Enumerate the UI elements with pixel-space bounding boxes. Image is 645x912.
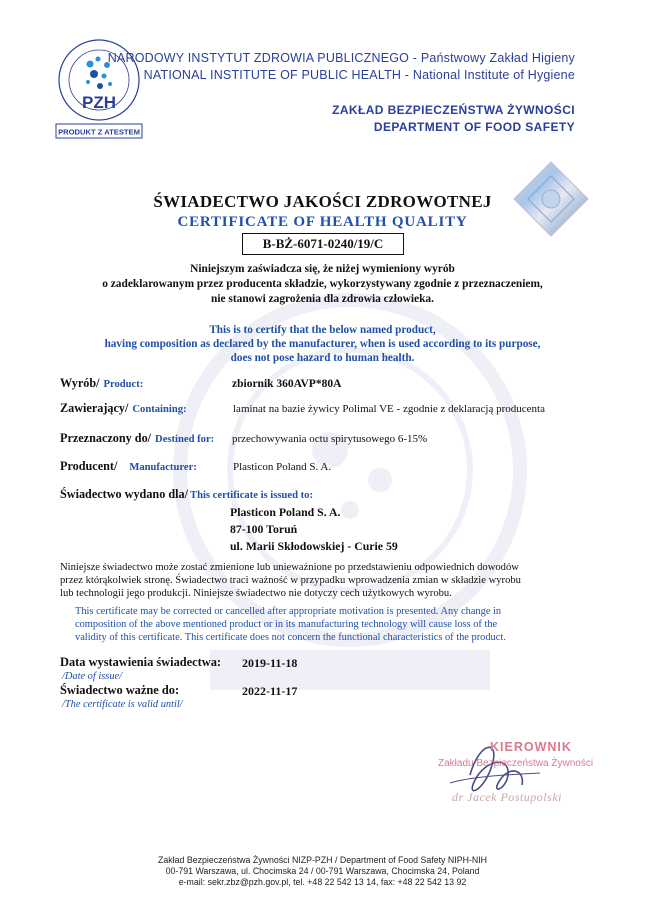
destined-label-en: Destined for: (155, 434, 215, 445)
note-en-line-3: validity of this certificate. This certificate does not concern the functional characteristics of the product. (75, 632, 506, 643)
stamp-signer-name: dr Jacek Postupolski (452, 790, 562, 804)
destined-value: przechowywania octu spirytusowego 6-15% (232, 433, 428, 445)
issued-to-line-3: ul. Marii Skłodowskiej - Curie 59 (230, 539, 398, 553)
intro-pl-line-2: o zadeklarowanym przez producenta składzie, wykorzystywany zgodnie z przeznaczeniem, (102, 278, 543, 290)
destined-label-pl: Przeznaczony do/ (60, 431, 152, 445)
note-pl-line-2: przez którąkolwiek stronę. Świadectwo traci ważność w przypadku wprowadzenia zmian w składzie wyrobu (60, 575, 521, 586)
valid-until-label-en: /The certificate is valid until/ (62, 699, 183, 710)
note-en-line-1: This certificate may be corrected or cancelled after appropriate motivation is presented. Any change in (75, 606, 502, 617)
issued-to-line-1: Plasticon Poland S. A. (230, 505, 341, 519)
issued-to-label-en: This certificate is issued to: (190, 490, 313, 501)
containing-label (60, 401, 187, 416)
manufacturer-value: Plasticon Poland S. A. (233, 461, 332, 473)
footer-line-3: e-mail: sekr.zbz@pzh.gov.pl, tel. +48 22 542 13 14, fax: +48 22 542 13 92 (178, 877, 467, 887)
valid-until-value: 2022-11-17 (242, 684, 298, 698)
containing-label-pl: Zawierający/ (60, 401, 129, 415)
certificate-title-pl: ŚWIADECTWO JAKOŚCI ZDROWOTNEJ (153, 192, 492, 211)
product-label-en: Product: (103, 379, 144, 390)
manufacturer-label-pl: Producent/ (60, 459, 118, 473)
stamp-title: KIEROWNIK (490, 740, 572, 754)
org-name-pl: NARODOWY INSTYTUT ZDROWIA PUBLICZNEGO - Państwowy Zakład Higieny (107, 51, 575, 65)
stamp-department: Zakładu Bezpieczeństwa Żywności (438, 758, 594, 769)
issued-to-line-2: 87-100 Toruń (230, 522, 298, 536)
issued-to-label (60, 487, 313, 502)
product-label-pl: Wyrób/ (60, 376, 100, 390)
manufacturer-label (60, 459, 197, 474)
org-name-en: NATIONAL INSTITUTE OF PUBLIC HEALTH - National Institute of Hygiene (143, 68, 575, 82)
issue-date-label-en: /Date of issue/ (62, 671, 123, 682)
department-pl: ZAKŁAD BEZPIECZEŃSTWA ŻYWNOŚCI (332, 103, 575, 117)
issued-to-label-pl: Świadectwo wydano dla/ (60, 487, 188, 501)
issue-date-label: Data wystawienia świadectwa: (60, 655, 222, 669)
intro-pl-line-1: Niniejszym zaświadcza się, że niżej wymieniony wyrób (190, 263, 455, 275)
certificate-title-en: CERTIFICATE OF HEALTH QUALITY (177, 214, 468, 230)
logo-badge-text: PRODUKT Z ATESTEM (58, 127, 140, 137)
note-pl-line-3: lub technologii jego produkcji. Niniejsze świadectwo nie dotyczy cech użytkowych wyrobu. (60, 588, 452, 599)
department-en: DEPARTMENT OF FOOD SAFETY (373, 120, 575, 134)
intro-pl-line-3: nie stanowi zagrożenia dla zdrowia człowieka. (211, 293, 434, 305)
intro-en-line-3: does not pose hazard to human health. (230, 352, 415, 364)
manufacturer-label-en: Manufacturer: (129, 462, 197, 473)
footer-line-2: 00-791 Warszawa, ul. Chocimska 24 / 00-791 Warszawa, Chocimska 24, Poland (165, 866, 480, 876)
intro-en-line-2: having composition as declared by the manufacturer, when is used according to its purpose, (104, 338, 541, 350)
note-en-line-2: composition of the above mentioned product or in its manufacturing technology will cause loss of the (75, 619, 498, 630)
product-label (60, 376, 143, 391)
certificate-number: B-BŻ-6071-0240/19/C (242, 233, 404, 255)
containing-label-en: Containing: (132, 404, 187, 415)
footer-line-1: Zakład Bezpieczeństwa Żywności NIZP-PZH / Department of Food Safety NIPH-NIH (157, 855, 487, 865)
product-value: zbiornik 360AVP*80A (232, 378, 342, 390)
intro-en-line-1: This is to certify that the below named product, (209, 324, 436, 336)
containing-value: laminat na bazie żywicy Polimal VE - zgodnie z deklaracją producenta (233, 403, 545, 415)
note-pl-line-1: Niniejsze świadectwo może zostać zmienione lub unieważnione po przedstawieniu odpowiednich dowodów (60, 562, 519, 573)
valid-until-label: Świadectwo ważne do: (60, 683, 180, 697)
logo-pzh-text: PZH (82, 93, 116, 112)
issue-date-value: 2019-11-18 (242, 656, 298, 670)
destined-label (60, 431, 214, 446)
